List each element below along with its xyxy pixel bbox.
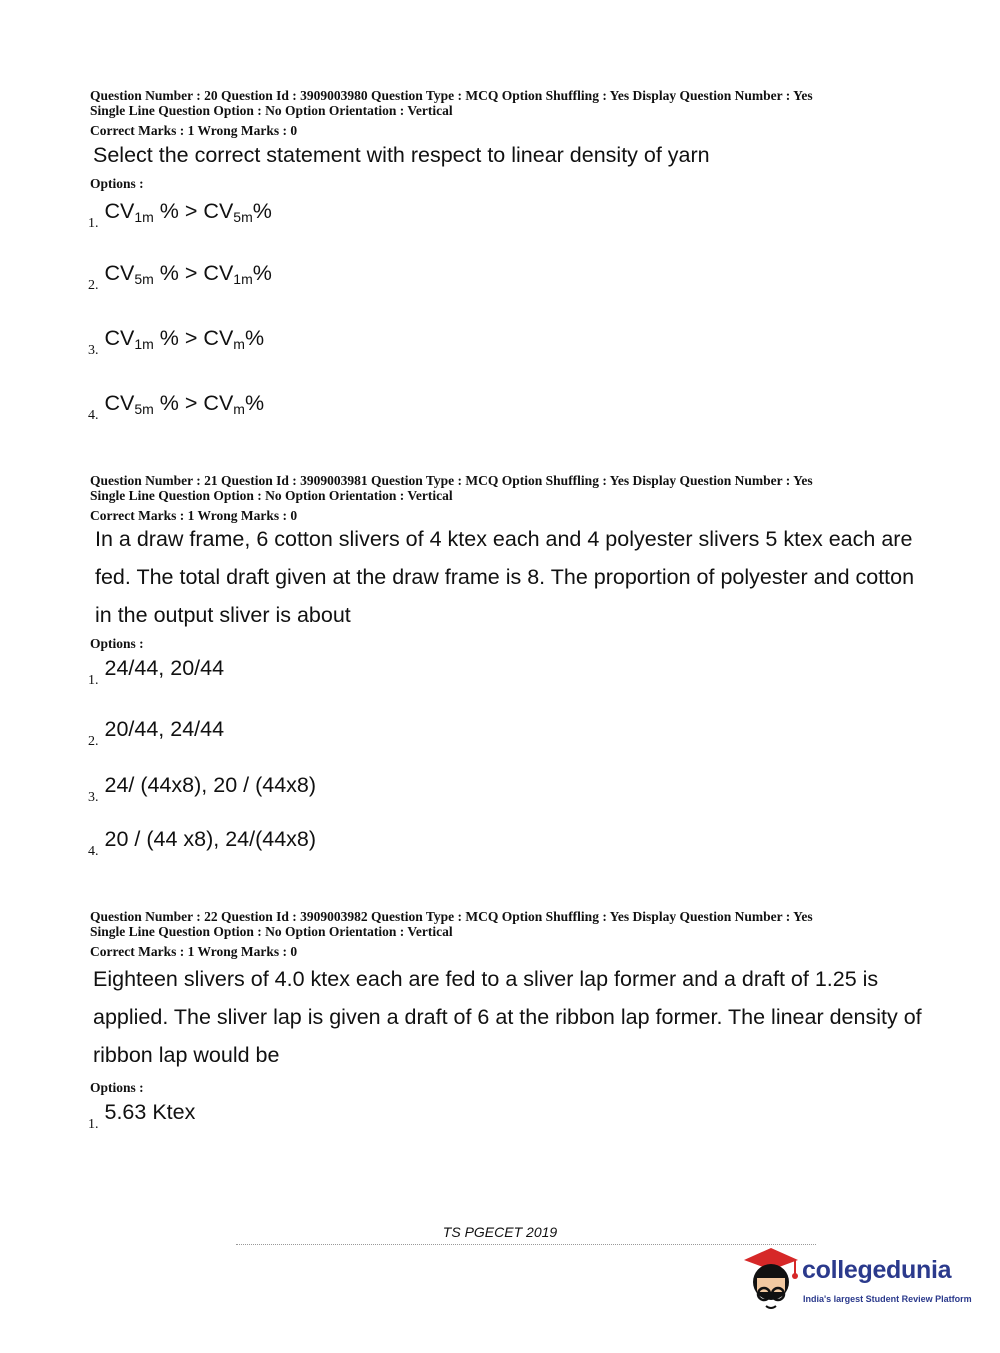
q20-text: Select the correct statement with respect to linear density of yarn	[93, 143, 710, 167]
q20-marks: Correct Marks : 1 Wrong Marks : 0	[90, 123, 298, 138]
graduate-mascot-icon	[740, 1246, 802, 1312]
brand-name: collegedunia	[802, 1256, 952, 1284]
q21-meta-line1: Question Number : 21 Question Id : 3909003981 Question Type : MCQ Option Shuffling : Yes Display Question Number : Yes	[90, 473, 813, 488]
q22-marks: Correct Marks : 1 Wrong Marks : 0	[90, 944, 298, 959]
q20-option-1: $1.CV_{1m}$ % > $CV_{5m}\%$	[88, 199, 272, 231]
q21-text: In a draw frame, 6 cotton slivers of 4 ktex each and 4 polyester slivers 5 ktex each are fed. The total draft given at the draw frame is 8. The proportion of polyester and cotton in the output sliver is about	[95, 527, 915, 627]
footer-divider	[236, 1244, 816, 1247]
q22-text: Eighteen slivers of 4.0 ktex each are fed to a sliver lap former and a draft of 1.25 is applied. The sliver lap is given a draft of 6 at the ribbon lap former. The linear density of ribbon lap would be	[93, 967, 922, 1067]
q21-options-label: Options :	[90, 636, 144, 651]
q21-option-1: 1.24/44, 20/44	[88, 656, 225, 688]
q21-option-2: 2.20/44, 24/44	[88, 717, 225, 749]
brand-tagline: India's largest Student Review Platform	[803, 1294, 972, 1304]
q21-option-4: 4.20 / (44 x8), 24/(44x8)	[88, 827, 317, 859]
q21-marks: Correct Marks : 1 Wrong Marks : 0	[90, 508, 298, 523]
q21-option-3: 3.24/ (44x8), 20 / (44x8)	[88, 773, 317, 805]
exam-footer: TS PGECET 2019	[442, 1224, 558, 1240]
q20-options-label: Options :	[90, 176, 144, 191]
q22-meta-line2: Single Line Question Option : No Option Orientation : Vertical	[90, 924, 453, 939]
q22-options-label: Options :	[90, 1080, 144, 1095]
q20-option-3: $3.CV_{1m}$ % > $CV_m\%$	[88, 326, 265, 358]
brand-logo-block	[740, 1246, 980, 1316]
q20-option-4: $4.CV_{5m}$ % > $CV_m\%$	[88, 391, 265, 423]
q20-option-2: $2.CV_{5m}$ % > $CV_{1m}\%$	[88, 261, 272, 293]
q20-meta-line1: Question Number : 20 Question Id : 3909003980 Question Type : MCQ Option Shuffling : Yes Display Question Number : Yes	[90, 88, 813, 103]
q21-meta-line2: Single Line Question Option : No Option Orientation : Vertical	[90, 488, 453, 503]
q20-meta-line2: Single Line Question Option : No Option Orientation : Vertical	[90, 103, 453, 118]
q22-option-1: 1.5.63 Ktex	[88, 1100, 196, 1132]
q22-meta-line1: Question Number : 22 Question Id : 3909003982 Question Type : MCQ Option Shuffling : Yes Display Question Number : Yes	[90, 909, 813, 924]
